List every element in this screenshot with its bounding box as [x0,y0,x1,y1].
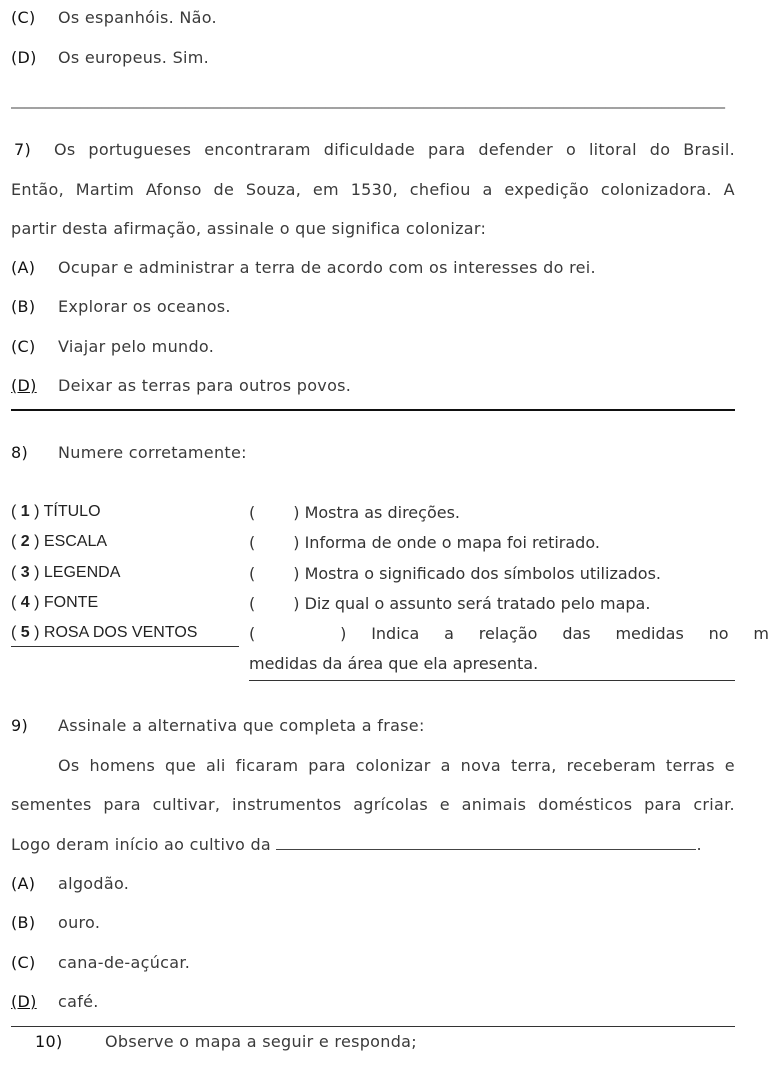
q7-word: de [213,180,235,199]
item-description-word: medidas [615,624,684,643]
option-marker: (C) [11,8,36,27]
q7-word: 1530, [350,180,399,199]
fill-in-blank[interactable] [276,837,696,850]
q8-left-item: ( 2 ) ESCALA [11,533,108,550]
q7-word: encontraram [204,140,311,159]
sentence-end: . [696,835,702,854]
q9-word: terras [665,756,715,775]
item-number: 5 [20,624,30,641]
option-text: Viajar pelo mundo. [58,337,215,356]
question-prompt: Observe o mapa a seguir e responda; [105,1032,417,1051]
section-divider [11,409,735,411]
q6-option-c[interactable] [11,8,217,27]
q9-word: e [439,795,450,814]
option-text: Deixar as terras para outros povos. [58,376,352,395]
q9-word: para [308,756,346,775]
q9-word: cultivar, [152,795,221,814]
q9-word: colonizar [355,756,431,775]
option-text: cana-de-açúcar. [58,953,191,972]
q9-word: a [440,756,451,775]
q9-word: nova [460,756,502,775]
option-text: Explorar os oceanos. [58,297,231,316]
item-number: 4 [20,594,30,611]
q8-right-item[interactable]: ( ) Diz qual o assunto será tratado pelo mapa. [249,594,651,613]
q9-word: instrumentos [232,795,342,814]
q9-word: Os [58,756,80,775]
question-prompt: Numere corretamente: [58,443,247,462]
q7-line-1 [11,140,735,159]
dashed-separator: ______________________________________________________________________________________________________ [11,93,725,109]
q8-right-item[interactable]: ( ) Indica a relação das medidas no m [249,624,769,643]
q8-heading [11,443,247,462]
q9-word: domésticos [538,795,633,814]
q7-line-3: partir desta afirmação, assinale o que significa colonizar: [11,219,487,238]
q7-word: Souza, [245,180,302,199]
item-description: ) Mostra as direções. [293,503,460,522]
item-description: ) Mostra o significado dos símbolos utilizados. [293,564,662,583]
q6-option-d[interactable] [11,48,209,67]
q8-right-item-continued: medidas da área que ela apresenta. [249,654,539,673]
sentence-start: Logo deram início ao cultivo da [11,835,272,854]
q9-word: ali [206,756,226,775]
item-label: FONTE [43,594,99,611]
question-prompt: Assinale a alternativa que completa a frase: [58,716,425,735]
q7-word: A [723,180,735,199]
option-marker: (D) [11,376,37,395]
item-description-word: das [562,624,591,643]
q7-word: chefiou [409,180,471,199]
option-text: Os espanhóis. Não. [58,8,217,27]
q9-word: para [103,795,141,814]
item-description-word: no [708,624,729,643]
q9-word: ficaram [235,756,299,775]
item-description-word: Indica [371,624,420,643]
option-text: Ocupar e administrar a terra de acordo com os interesses do rei. [58,258,596,277]
option-marker: (B) [11,297,36,316]
q7-word: colonizadora. [600,180,712,199]
q7-word: para [427,140,466,159]
question-number: 8) [11,443,29,462]
option-marker: (C) [11,337,36,356]
q7-word: Afonso [145,180,202,199]
option-marker: (D) [11,48,37,67]
item-label: ROSA DOS VENTOS [43,624,198,641]
q10-heading [35,1032,417,1051]
q7-word: a [482,180,493,199]
q9-word: animais [461,795,527,814]
q9-option-b[interactable] [11,913,100,932]
q8-left-item: ( 1 ) TÍTULO [11,503,101,520]
section-divider [11,1026,735,1027]
option-text: algodão. [58,874,130,893]
q9-word: homens [89,756,156,775]
q9-word: receberam [566,756,656,775]
q9-word: sementes [11,795,92,814]
question-number: 7) [14,140,32,159]
q7-word: Martim [75,180,135,199]
item-description-word: relação [478,624,538,643]
q9-word: que [165,756,197,775]
table-cell-border [249,680,735,681]
option-marker: (B) [11,913,36,932]
option-marker: (A) [11,258,36,277]
q9-option-d[interactable] [11,992,99,1011]
q7-option-d[interactable] [11,376,351,395]
q7-option-c[interactable] [11,337,214,356]
q8-right-item[interactable]: ( ) Informa de onde o mapa foi retirado. [249,533,600,552]
q7-word: Os [53,140,76,159]
q9-word: criar. [693,795,735,814]
q7-option-a[interactable] [11,258,596,277]
q7-word: dificuldade [323,140,416,159]
option-marker: (A) [11,874,36,893]
item-number: 1 [20,503,30,520]
q8-left-item: ( 4 ) FONTE [11,594,99,611]
item-number: 2 [20,533,30,550]
option-text: café. [58,992,99,1011]
q7-option-b[interactable] [11,297,231,316]
q7-word: o [565,140,577,159]
table-cell-border [11,646,239,647]
question-number: 10) [35,1032,63,1051]
q7-word: litoral [588,140,637,159]
q8-right-item[interactable]: ( ) Mostra as direções. [249,503,460,522]
q7-word: do [649,140,671,159]
q8-left-item: ( 3 ) LEGENDA [11,564,121,581]
q8-left-item: ( 5 ) ROSA DOS VENTOS [11,624,198,641]
question-number: 9) [11,716,29,735]
q9-heading [11,716,425,735]
q9-option-c[interactable] [11,953,190,972]
q7-word: expedição [504,180,590,199]
q7-word: em [312,180,339,199]
q9-word: e [724,756,735,775]
option-marker: (C) [11,953,36,972]
q7-word: portugueses [88,140,192,159]
q7-word: Brasil. [683,140,735,159]
q9-line-2 [11,795,735,814]
option-text: ouro. [58,913,101,932]
item-label: LEGENDA [43,564,121,581]
q8-right-item[interactable]: ( ) Mostra o significado dos símbolos utilizados. [249,564,662,583]
option-marker: (D) [11,992,37,1011]
item-description-word: ) [340,624,347,643]
q9-word: terra, [510,756,557,775]
option-text: Os europeus. Sim. [58,48,210,67]
q9-line-1 [58,756,735,775]
q9-word: agrícolas [353,795,429,814]
q7-word: defender [478,140,554,159]
q9-line-3 [11,835,702,854]
q7-word: Então, [11,180,65,199]
item-description: ) Diz qual o assunto será tratado pelo mapa. [293,594,651,613]
item-label: ESCALA [43,533,108,550]
item-description-word: a [444,624,454,643]
item-description-word: m [753,624,769,643]
item-number: 3 [20,564,30,581]
item-label: TÍTULO [43,503,101,520]
item-description: ) Informa de onde o mapa foi retirado. [293,533,600,552]
q9-option-a[interactable] [11,874,129,893]
q9-word: para [644,795,682,814]
q7-line-2 [11,180,735,199]
